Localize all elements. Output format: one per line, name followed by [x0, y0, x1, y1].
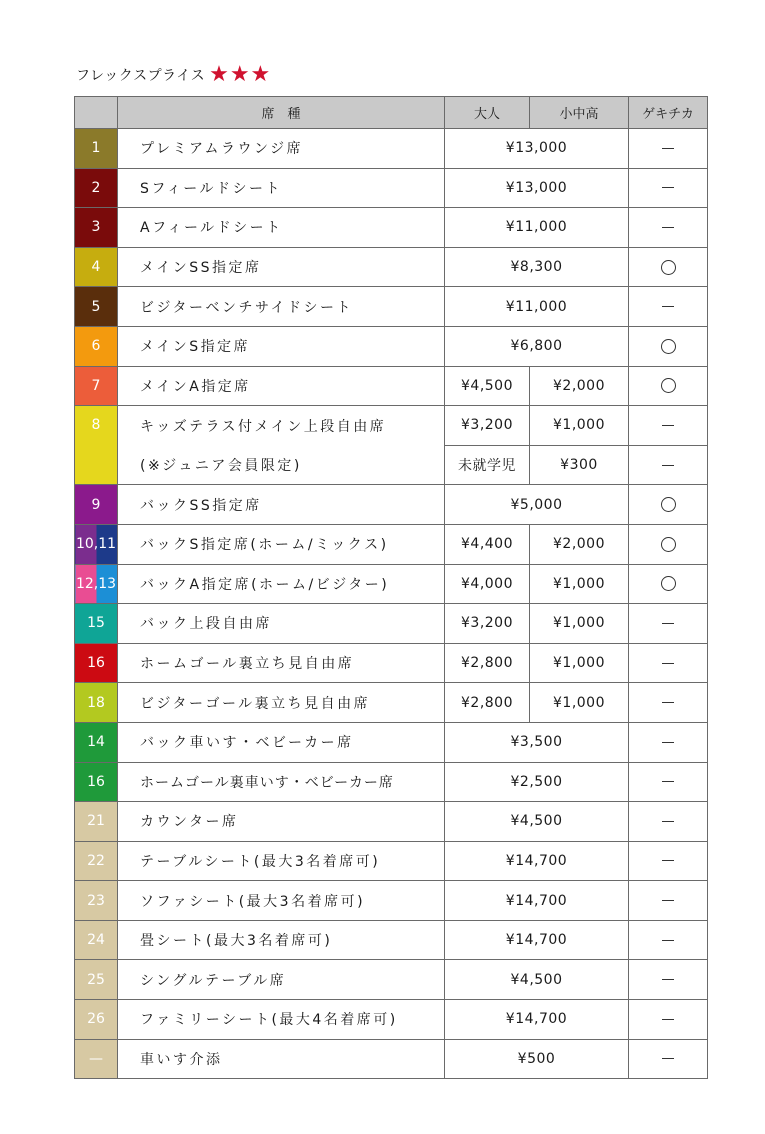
- seat-name: ビジターベンチサイドシート: [118, 287, 445, 327]
- seat-name: カウンター席: [118, 802, 445, 842]
- seat-number-label: 21: [87, 813, 105, 830]
- table-row: [75, 406, 708, 446]
- price-cell: ¥5,000: [445, 485, 629, 525]
- child-price-cell: ¥1,000: [530, 683, 629, 723]
- price-cell: ¥11,000: [445, 208, 629, 248]
- seat-name: ソファシート(最大3名着席可): [118, 881, 445, 921]
- rating-stars-icon: ★★★: [209, 62, 272, 87]
- table-row: [75, 326, 708, 366]
- unavailable-dash-icon: [662, 940, 674, 941]
- gekichika-cell: [629, 604, 708, 644]
- table-row: [75, 247, 708, 287]
- seat-number-badge: [75, 129, 118, 169]
- seat-name: バック上段自由席: [118, 604, 445, 644]
- table-row: [75, 683, 708, 723]
- gekichika-cell: [629, 960, 708, 1000]
- seat-number-badge: [75, 406, 118, 485]
- unavailable-dash-icon: [662, 425, 674, 426]
- gekichika-cell: [629, 683, 708, 723]
- seat-number-badge: [75, 802, 118, 842]
- price-cell: ¥8,300: [445, 247, 629, 287]
- unavailable-dash-icon: [662, 1058, 674, 1059]
- seat-number-badge: [75, 524, 118, 564]
- seat-number-badge: [75, 485, 118, 525]
- seat-number-badge: [75, 683, 118, 723]
- unavailable-dash-icon: [662, 821, 674, 822]
- seat-name: プレミアムラウンジ席: [118, 129, 445, 169]
- gekichika-cell: [629, 168, 708, 208]
- seat-name: バックSS指定席: [118, 485, 445, 525]
- seat-number-label: —: [89, 1050, 103, 1067]
- child-price-cell: ¥300: [530, 445, 629, 485]
- seat-number-badge: [75, 208, 118, 248]
- seat-number-badge: [75, 247, 118, 287]
- seat-name: ファミリーシート(最大4名着席可): [118, 1000, 445, 1040]
- seat-number-badge: [75, 1039, 118, 1079]
- header-row: [75, 97, 708, 129]
- available-circle-icon: [661, 497, 676, 512]
- adult-price-cell: ¥2,800: [445, 643, 530, 683]
- seat-number-label: 18: [87, 694, 105, 711]
- price-cell: ¥4,500: [445, 802, 629, 842]
- seat-name: シングルテーブル席: [118, 960, 445, 1000]
- header-seat: 席 種: [118, 97, 445, 129]
- table-row: [75, 564, 708, 604]
- gekichika-cell: [629, 841, 708, 881]
- gekichika-cell: [629, 406, 708, 446]
- seat-number-badge: [75, 960, 118, 1000]
- seat-name: テーブルシート(最大3名着席可): [118, 841, 445, 881]
- table-row: [75, 762, 708, 802]
- seat-number-label: 24: [87, 932, 105, 949]
- seat-number-badge: [75, 326, 118, 366]
- seat-name: メインS指定席: [118, 326, 445, 366]
- table-row: [75, 604, 708, 644]
- seat-number-label: 6: [91, 338, 101, 355]
- seat-number-badge: [75, 762, 118, 802]
- seat-number-label: 8: [91, 417, 101, 434]
- seat-number-label: 9: [91, 496, 101, 513]
- title-text: フレックスプライス: [76, 68, 206, 84]
- unavailable-dash-icon: [662, 227, 674, 228]
- price-cell: ¥3,500: [445, 722, 629, 762]
- table-body: [75, 129, 708, 1079]
- seat-number-label: 10,11: [75, 536, 117, 553]
- adult-price-cell: ¥2,800: [445, 683, 530, 723]
- price-cell: ¥11,000: [445, 287, 629, 327]
- seat-number-badge: [75, 168, 118, 208]
- unavailable-dash-icon: [662, 781, 674, 782]
- gekichika-cell: [629, 1039, 708, 1079]
- gekichika-cell: [629, 247, 708, 287]
- gekichika-cell: [629, 445, 708, 485]
- table-row: [75, 1000, 708, 1040]
- unavailable-dash-icon: [662, 742, 674, 743]
- seat-number-badge: [75, 841, 118, 881]
- child-price-cell: ¥1,000: [530, 564, 629, 604]
- page-title: [76, 64, 271, 86]
- table-row: [75, 485, 708, 525]
- seat-number-label: 15: [87, 615, 105, 632]
- price-cell: ¥14,700: [445, 920, 629, 960]
- unavailable-dash-icon: [662, 306, 674, 307]
- unavailable-dash-icon: [662, 663, 674, 664]
- seat-name: メインSS指定席: [118, 247, 445, 287]
- unavailable-dash-icon: [662, 900, 674, 901]
- adult-price-cell: ¥4,500: [445, 366, 530, 406]
- seat-name: キッズテラス付メイン上段自由席: [118, 406, 445, 446]
- gekichika-cell: [629, 762, 708, 802]
- seat-number-badge: [75, 722, 118, 762]
- seat-name: バック車いす・ベビーカー席: [118, 722, 445, 762]
- seat-name: ビジターゴール裏立ち見自由席: [118, 683, 445, 723]
- seat-name: バックA指定席(ホーム/ビジター): [118, 564, 445, 604]
- gekichika-cell: [629, 326, 708, 366]
- seat-number-badge: [75, 287, 118, 327]
- seat-number-label: 1: [91, 140, 101, 157]
- seat-number-badge: [75, 643, 118, 683]
- adult-price-cell: ¥4,400: [445, 524, 530, 564]
- unavailable-dash-icon: [662, 860, 674, 861]
- unavailable-dash-icon: [662, 1019, 674, 1020]
- table-row: [75, 802, 708, 842]
- available-circle-icon: [661, 260, 676, 275]
- child-price-cell: ¥1,000: [530, 604, 629, 644]
- seat-number-badge: [75, 920, 118, 960]
- adult-price-cell: ¥3,200: [445, 604, 530, 644]
- table-row: [75, 881, 708, 921]
- available-circle-icon: [661, 378, 676, 393]
- seat-number-label: 3: [91, 219, 101, 236]
- price-cell: ¥2,500: [445, 762, 629, 802]
- child-price-cell: ¥2,000: [530, 366, 629, 406]
- table-row: [75, 1039, 708, 1079]
- seat-name: ホームゴール裏立ち見自由席: [118, 643, 445, 683]
- table-row: [75, 960, 708, 1000]
- price-table: [74, 96, 708, 1079]
- table-row: [75, 841, 708, 881]
- seat-number-badge: [75, 366, 118, 406]
- gekichika-cell: [629, 129, 708, 169]
- gekichika-cell: [629, 287, 708, 327]
- gekichika-cell: [629, 920, 708, 960]
- table-row: [75, 168, 708, 208]
- unavailable-dash-icon: [662, 702, 674, 703]
- header-gekichika: ゲキチカ: [629, 97, 708, 129]
- seat-name: バックS指定席(ホーム/ミックス): [118, 524, 445, 564]
- seat-name: メインA指定席: [118, 366, 445, 406]
- unavailable-dash-icon: [662, 465, 674, 466]
- available-circle-icon: [661, 576, 676, 591]
- seat-number-label: 26: [87, 1011, 105, 1028]
- price-cell: ¥6,800: [445, 326, 629, 366]
- gekichika-cell: [629, 366, 708, 406]
- gekichika-cell: [629, 643, 708, 683]
- seat-name: Sフィールドシート: [118, 168, 445, 208]
- unavailable-dash-icon: [662, 979, 674, 980]
- table-row: [75, 524, 708, 564]
- seat-number-badge: [75, 564, 118, 604]
- table-row: [75, 366, 708, 406]
- price-cell: ¥13,000: [445, 168, 629, 208]
- price-cell: ¥14,700: [445, 841, 629, 881]
- seat-number-label: 7: [91, 377, 101, 394]
- child-price-cell: ¥2,000: [530, 524, 629, 564]
- price-cell: ¥13,000: [445, 129, 629, 169]
- seat-name: 畳シート(最大3名着席可): [118, 920, 445, 960]
- table-row: [75, 287, 708, 327]
- available-circle-icon: [661, 537, 676, 552]
- table-row: [75, 129, 708, 169]
- gekichika-cell: [629, 881, 708, 921]
- unavailable-dash-icon: [662, 623, 674, 624]
- gekichika-cell: [629, 524, 708, 564]
- header-adult: 大人: [445, 97, 530, 129]
- table-row: [75, 208, 708, 248]
- gekichika-cell: [629, 1000, 708, 1040]
- seat-number-label: 2: [91, 179, 101, 196]
- table-row: [75, 722, 708, 762]
- gekichika-cell: [629, 564, 708, 604]
- seat-number-label: 16: [87, 655, 105, 672]
- unavailable-dash-icon: [662, 187, 674, 188]
- seat-number-badge: [75, 1000, 118, 1040]
- gekichika-cell: [629, 802, 708, 842]
- seat-number-label: 5: [91, 298, 101, 315]
- seat-name: 車いす介添: [118, 1039, 445, 1079]
- table-row: [75, 920, 708, 960]
- child-price-cell: ¥1,000: [530, 643, 629, 683]
- header-child: 小中高: [530, 97, 629, 129]
- price-cell: ¥4,500: [445, 960, 629, 1000]
- table-row: [75, 445, 708, 485]
- gekichika-cell: [629, 208, 708, 248]
- adult-price-cell: ¥3,200: [445, 406, 530, 446]
- adult-price-cell: 未就学児: [445, 445, 530, 485]
- table-row: [75, 643, 708, 683]
- seat-number-label: 23: [87, 892, 105, 909]
- seat-number-label: 25: [87, 971, 105, 988]
- seat-number-label: 14: [87, 734, 105, 751]
- seat-number-badge: [75, 881, 118, 921]
- adult-price-cell: ¥4,000: [445, 564, 530, 604]
- unavailable-dash-icon: [662, 148, 674, 149]
- seat-number-label: 16: [87, 773, 105, 790]
- seat-number-label: 22: [87, 852, 105, 869]
- price-cell: ¥14,700: [445, 881, 629, 921]
- seat-name: ホームゴール裏車いす・ベビーカー席: [118, 762, 445, 802]
- seat-name: Aフィールドシート: [118, 208, 445, 248]
- gekichika-cell: [629, 485, 708, 525]
- seat-number-badge: [75, 604, 118, 644]
- price-cell: ¥500: [445, 1039, 629, 1079]
- price-cell: ¥14,700: [445, 1000, 629, 1040]
- seat-name: (※ジュニア会員限定): [118, 445, 445, 485]
- seat-number-label: 12,13: [75, 575, 117, 592]
- child-price-cell: ¥1,000: [530, 406, 629, 446]
- gekichika-cell: [629, 722, 708, 762]
- header-number: [75, 97, 118, 129]
- available-circle-icon: [661, 339, 676, 354]
- seat-number-label: 4: [91, 259, 101, 276]
